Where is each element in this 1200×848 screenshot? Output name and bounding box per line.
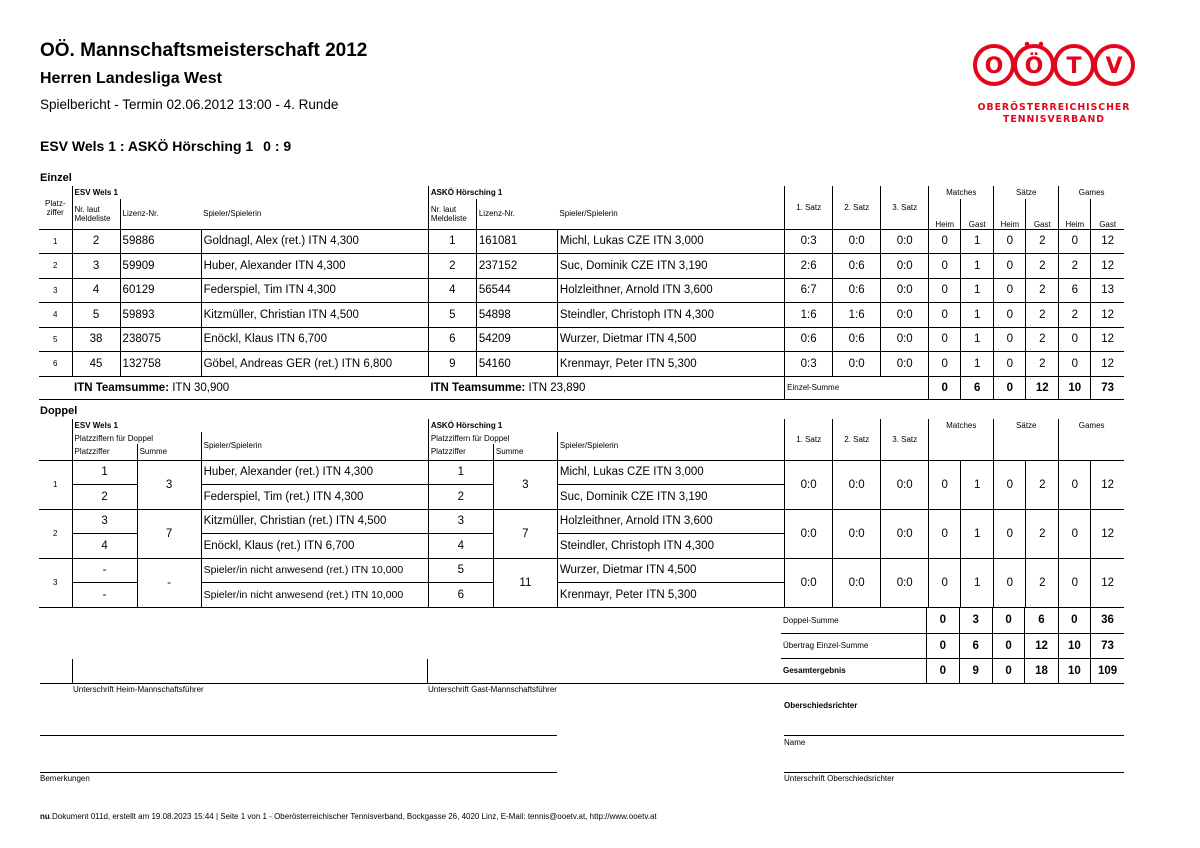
away-captain-signature-label: Unterschrift Gast-Mannschaftsführer xyxy=(428,685,557,694)
matches-gast: 1 xyxy=(961,303,994,328)
satz-2: 0:6 xyxy=(833,327,881,352)
col-gast: Gast xyxy=(1091,199,1124,229)
home-nr: 3 xyxy=(72,254,120,279)
away-player-1-platz: 1 xyxy=(428,460,493,485)
saetze-gast: 2 xyxy=(1026,460,1059,509)
satz-1: 0:6 xyxy=(785,327,833,352)
einzel-carry-sh: 0 xyxy=(992,633,1024,658)
home-player-1: Spieler/in nicht anwesend (ret.) ITN 10,000 xyxy=(201,558,428,583)
einzel-away-itn-sum: ITN Teamsumme: ITN 23,890 xyxy=(430,381,586,394)
doppel-summary-table xyxy=(781,608,1124,684)
saetze-heim: 0 xyxy=(994,558,1026,607)
col-spieler: Spieler/Spielerin xyxy=(557,432,784,460)
einzel-home-itn-sum: ITN Teamsumme: ITN 30,900 xyxy=(74,381,230,394)
home-summe: 3 xyxy=(137,460,201,509)
col-gast: Gast xyxy=(961,199,994,229)
einzel-sum-games-heim: 10 xyxy=(1059,376,1091,399)
satz-3: 0:0 xyxy=(881,229,929,254)
satz-2: 0:0 xyxy=(833,352,881,377)
home-player-1-platz: 1 xyxy=(72,460,137,485)
away-player-1: Wurzer, Dietmar ITN 4,500 xyxy=(557,558,784,583)
einzel-home-team: ESV Wels 1 xyxy=(72,186,428,199)
satz-3: 0:0 xyxy=(881,352,929,377)
platzziffer: 3 xyxy=(53,578,58,587)
matches-heim: 0 xyxy=(929,278,961,303)
platzziffer: 5 xyxy=(53,334,58,344)
satz-2: 0:0 xyxy=(833,509,881,558)
total-result-sg: 18 xyxy=(1025,658,1058,683)
away-player: Steindler, Christoph ITN 4,300 xyxy=(557,303,784,328)
satz-1: 0:0 xyxy=(785,558,833,607)
total-result-mh: 0 xyxy=(927,658,959,683)
doppel-section-title: Doppel xyxy=(40,405,78,417)
home-player-1-platz: 3 xyxy=(72,509,137,534)
platzziffer: 2 xyxy=(53,529,58,538)
saetze-gast: 2 xyxy=(1026,352,1059,377)
einzel-sum-saetze-heim: 0 xyxy=(994,376,1026,399)
einzel-sum-matches-heim: 0 xyxy=(929,376,961,399)
home-nr: 5 xyxy=(72,303,120,328)
col-satz-3: 3. Satz xyxy=(881,186,929,229)
satz-2: 0:0 xyxy=(833,558,881,607)
einzel-carry-gh: 10 xyxy=(1058,633,1090,658)
footer-text: .Dokument 011d, erstellt am 19.08.2023 15:44 | Seite 1 von 1 - Oberösterreichischer Tennisverband, Bockgasse 26, 4020 Linz, E-Mail: tennis@ooetv.at, http://www.ooetv.at xyxy=(49,812,657,821)
home-player: Goldnagl, Alex (ret.) ITN 4,300 xyxy=(201,229,428,254)
matches-gast: 1 xyxy=(961,558,994,607)
einzel-sum-saetze-gast: 12 xyxy=(1026,376,1059,399)
total-result-gh: 10 xyxy=(1058,658,1090,683)
home-nr: 45 xyxy=(72,352,120,377)
home-nr: 38 xyxy=(72,327,120,352)
away-player: Michl, Lukas CZE ITN 3,000 xyxy=(557,229,784,254)
einzel-sum-matches-gast: 6 xyxy=(961,376,994,399)
remarks-label: Bemerkungen xyxy=(40,774,90,783)
away-nr: 5 xyxy=(428,303,476,328)
away-nr: 6 xyxy=(428,327,476,352)
away-player-2-platz: 2 xyxy=(428,485,493,510)
home-player: Huber, Alexander ITN 4,300 xyxy=(201,254,428,279)
satz-2: 0:0 xyxy=(833,460,881,509)
away-player-2: Krenmayr, Peter ITN 5,300 xyxy=(557,583,784,608)
home-player-1-platz: - xyxy=(72,558,137,583)
games-heim: 2 xyxy=(1059,303,1091,328)
einzel-row xyxy=(39,352,1124,377)
satz-1: 1:6 xyxy=(785,303,833,328)
svg-text:OBERÖSTERREICHISCHER: OBERÖSTERREICHISCHER xyxy=(977,102,1131,113)
einzel-row xyxy=(39,303,1124,328)
satz-1: 0:3 xyxy=(785,229,833,254)
col-saetze: Sätze xyxy=(994,186,1059,199)
matches-gast: 1 xyxy=(961,327,994,352)
doppel-sum-gh: 0 xyxy=(1058,608,1090,633)
total-result-sh: 0 xyxy=(992,658,1024,683)
home-player: Kitzmüller, Christian ITN 4,500 xyxy=(201,303,428,328)
doppel-sum-label: Doppel-Summe xyxy=(783,615,839,625)
einzel-table xyxy=(39,186,1124,400)
total-result-label: Gesamtergebnis xyxy=(783,666,846,675)
col-satz-2: 2. Satz xyxy=(833,419,881,460)
total-result-gg: 109 xyxy=(1091,658,1124,683)
matches-heim: 0 xyxy=(929,460,961,509)
games-gast: 12 xyxy=(1091,229,1124,254)
svg-text:Ö: Ö xyxy=(1024,54,1044,79)
home-nr: 2 xyxy=(72,229,120,254)
einzel-carry-label: Übertrag Einzel-Summe xyxy=(783,641,869,650)
matches-gast: 1 xyxy=(961,229,994,254)
signature-divider xyxy=(427,659,428,683)
saetze-heim: 0 xyxy=(994,303,1026,328)
referee-name-label: Name xyxy=(784,738,806,747)
matches-heim: 0 xyxy=(929,352,961,377)
home-player-2-platz: - xyxy=(72,583,137,608)
home-lizenz: 59909 xyxy=(120,254,201,279)
svg-text:T: T xyxy=(1066,54,1082,79)
games-gast: 12 xyxy=(1091,558,1124,607)
away-summe: 7 xyxy=(493,509,557,558)
total-result-mg: 9 xyxy=(959,658,992,683)
home-player-2: Federspiel, Tim (ret.) ITN 4,300 xyxy=(201,485,428,510)
ooetv-logo-graphic xyxy=(970,40,1135,130)
match-teams: ESV Wels 1 : ASKÖ Hörsching 1 xyxy=(40,138,254,154)
footer xyxy=(40,812,657,821)
home-lizenz: 59893 xyxy=(120,303,201,328)
games-gast: 12 xyxy=(1091,327,1124,352)
away-nr: 4 xyxy=(428,278,476,303)
svg-text:O: O xyxy=(984,54,1004,79)
home-player-2: Enöckl, Klaus (ret.) ITN 6,700 xyxy=(201,534,428,559)
einzel-row xyxy=(39,229,1124,254)
einzel-carry-mg: 6 xyxy=(959,633,992,658)
einzel-carry-mh: 0 xyxy=(927,633,959,658)
satz-2: 0:6 xyxy=(833,254,881,279)
away-nr: 2 xyxy=(428,254,476,279)
matches-gast: 1 xyxy=(961,509,994,558)
platzziffer: 2 xyxy=(53,261,58,271)
col-heim: Heim xyxy=(994,199,1026,229)
footer-prefix: nu xyxy=(40,812,50,821)
satz-3: 0:0 xyxy=(881,460,929,509)
matches-heim: 0 xyxy=(929,558,961,607)
doppel-sum-sg: 6 xyxy=(1025,608,1058,633)
col-games: Games xyxy=(1059,186,1124,199)
satz-3: 0:0 xyxy=(881,327,929,352)
doppel-sum-mh: 0 xyxy=(927,608,959,633)
satz-1: 0:0 xyxy=(785,509,833,558)
remarks-line xyxy=(40,735,557,736)
league-name: Herren Landesliga West xyxy=(40,70,222,87)
col-lizenz: Lizenz-Nr. xyxy=(120,199,201,229)
col-lizenz: Lizenz-Nr. xyxy=(476,199,557,229)
col-heim: Heim xyxy=(1059,199,1091,229)
saetze-heim: 0 xyxy=(994,229,1026,254)
col-nr: Nr. laut Meldeliste xyxy=(72,199,120,229)
col-nr: Nr. laut Meldeliste xyxy=(428,199,476,229)
saetze-heim: 0 xyxy=(994,327,1026,352)
col-platzziffer: Platzziffer xyxy=(72,444,137,460)
away-player: Holzleithner, Arnold ITN 3,600 xyxy=(557,278,784,303)
svg-text:V: V xyxy=(1105,54,1123,79)
einzel-sum-label: Einzel-Summe xyxy=(785,376,929,399)
matches-gast: 1 xyxy=(961,352,994,377)
matches-heim: 0 xyxy=(929,509,961,558)
saetze-gast: 2 xyxy=(1026,509,1059,558)
einzel-carry-row xyxy=(781,633,1124,658)
away-player-1-platz: 3 xyxy=(428,509,493,534)
away-lizenz: 237152 xyxy=(476,254,557,279)
games-heim: 0 xyxy=(1059,352,1091,377)
col-heim: Heim xyxy=(929,199,961,229)
away-summe: 11 xyxy=(493,558,557,607)
ooetv-logo xyxy=(970,40,1135,130)
home-player: Göbel, Andreas GER (ret.) ITN 6,800 xyxy=(201,352,428,377)
col-saetze: Sätze xyxy=(994,419,1059,432)
einzel-away-team: ASKÖ Hörsching 1 xyxy=(428,186,784,199)
away-summe: 3 xyxy=(493,460,557,509)
matches-heim: 0 xyxy=(929,229,961,254)
col-summe: Summe xyxy=(493,444,557,460)
games-gast: 12 xyxy=(1091,460,1124,509)
col-satz-1: 1. Satz xyxy=(785,186,833,229)
einzel-section-title: Einzel xyxy=(40,172,72,184)
home-nr: 4 xyxy=(72,278,120,303)
away-nr: 1 xyxy=(428,229,476,254)
matches-gast: 1 xyxy=(961,278,994,303)
matches-gast: 1 xyxy=(961,254,994,279)
match-info: Spielbericht - Termin 02.06.2012 13:00 - 4. Runde xyxy=(40,97,339,112)
platzziffer: 6 xyxy=(53,359,58,369)
games-heim: 0 xyxy=(1059,460,1091,509)
games-gast: 12 xyxy=(1091,303,1124,328)
referee-title: Oberschiedsrichter xyxy=(784,701,858,710)
saetze-heim: 0 xyxy=(994,352,1026,377)
away-lizenz: 56544 xyxy=(476,278,557,303)
satz-3: 0:0 xyxy=(881,509,929,558)
home-lizenz: 59886 xyxy=(120,229,201,254)
satz-2: 1:6 xyxy=(833,303,881,328)
einzel-row xyxy=(39,327,1124,352)
doppel-row xyxy=(39,460,1124,485)
referee-signature-label: Unterschrift Oberschiedsrichter xyxy=(784,774,895,783)
platzziffer: 1 xyxy=(53,236,58,246)
satz-3: 0:0 xyxy=(881,278,929,303)
saetze-gast: 2 xyxy=(1026,278,1059,303)
home-player-2: Spieler/in nicht anwesend (ret.) ITN 10,000 xyxy=(201,583,428,608)
matches-heim: 0 xyxy=(929,254,961,279)
svg-text:TENNISVERBAND: TENNISVERBAND xyxy=(1003,114,1105,125)
games-heim: 0 xyxy=(1059,229,1091,254)
doppel-home-team: ESV Wels 1 xyxy=(72,419,428,432)
satz-3: 0:0 xyxy=(881,303,929,328)
away-lizenz: 54209 xyxy=(476,327,557,352)
einzel-row xyxy=(39,254,1124,279)
satz-1: 6:7 xyxy=(785,278,833,303)
saetze-gast: 2 xyxy=(1026,229,1059,254)
doppel-sum-sh: 0 xyxy=(992,608,1024,633)
games-gast: 13 xyxy=(1091,278,1124,303)
match-score: 0 : 9 xyxy=(263,138,292,154)
referee-signature-line xyxy=(784,772,1124,773)
games-gast: 12 xyxy=(1091,254,1124,279)
satz-3: 0:0 xyxy=(881,558,929,607)
col-matches: Matches xyxy=(929,419,994,432)
col-platzziffern-doppel: Platzziffern für Doppel xyxy=(72,432,201,444)
saetze-gast: 2 xyxy=(1026,254,1059,279)
einzel-carry-gg: 73 xyxy=(1091,633,1124,658)
away-player-2: Steindler, Christoph ITN 4,300 xyxy=(557,534,784,559)
col-platzziffern-doppel: Platzziffern für Doppel xyxy=(428,432,557,444)
col-spieler: Spieler/Spielerin xyxy=(201,432,428,460)
saetze-heim: 0 xyxy=(994,460,1026,509)
saetze-heim: 0 xyxy=(994,509,1026,558)
home-lizenz: 238075 xyxy=(120,327,201,352)
away-player-1-platz: 5 xyxy=(428,558,493,583)
satz-1: 2:6 xyxy=(785,254,833,279)
platzziffer: 1 xyxy=(53,480,58,489)
home-player: Enöckl, Klaus ITN 6,700 xyxy=(201,327,428,352)
home-player-2-platz: 2 xyxy=(72,485,137,510)
games-gast: 12 xyxy=(1091,509,1124,558)
col-satz-1: 1. Satz xyxy=(785,419,833,460)
satz-1: 0:0 xyxy=(785,460,833,509)
platzziffer: 4 xyxy=(53,310,58,320)
home-summe: - xyxy=(137,558,201,607)
matches-heim: 0 xyxy=(929,303,961,328)
signature-divider xyxy=(72,659,73,683)
games-heim: 0 xyxy=(1059,558,1091,607)
col-platzziffer: Platzziffer xyxy=(428,444,493,460)
home-player-1: Kitzmüller, Christian (ret.) ITN 4,500 xyxy=(201,509,428,534)
col-gast: Gast xyxy=(1026,199,1059,229)
platzziffer: 3 xyxy=(53,285,58,295)
home-lizenz: 132758 xyxy=(120,352,201,377)
home-player-1: Huber, Alexander (ret.) ITN 4,300 xyxy=(201,460,428,485)
away-nr: 9 xyxy=(428,352,476,377)
away-lizenz: 161081 xyxy=(476,229,557,254)
doppel-table xyxy=(39,419,1124,608)
doppel-sum-row xyxy=(781,608,1124,633)
away-player-2-platz: 6 xyxy=(428,583,493,608)
home-lizenz: 60129 xyxy=(120,278,201,303)
doppel-sum-gg: 36 xyxy=(1091,608,1124,633)
away-player-2-platz: 4 xyxy=(428,534,493,559)
away-player-1: Holzleithner, Arnold ITN 3,600 xyxy=(557,509,784,534)
away-lizenz: 54160 xyxy=(476,352,557,377)
satz-1: 0:3 xyxy=(785,352,833,377)
match-result xyxy=(40,138,291,154)
col-matches: Matches xyxy=(929,186,994,199)
satz-2: 0:0 xyxy=(833,229,881,254)
games-gast: 12 xyxy=(1091,352,1124,377)
saetze-gast: 2 xyxy=(1026,558,1059,607)
saetze-heim: 0 xyxy=(994,254,1026,279)
total-result-row xyxy=(781,658,1124,683)
col-satz-3: 3. Satz xyxy=(881,419,929,460)
col-games: Games xyxy=(1059,419,1124,432)
saetze-gast: 2 xyxy=(1026,303,1059,328)
doppel-sum-mg: 3 xyxy=(959,608,992,633)
einzel-carry-sg: 12 xyxy=(1025,633,1058,658)
doppel-row xyxy=(39,558,1124,583)
col-satz-2: 2. Satz xyxy=(833,186,881,229)
remarks-line xyxy=(40,772,557,773)
home-summe: 7 xyxy=(137,509,201,558)
einzel-row xyxy=(39,278,1124,303)
away-player: Krenmayr, Peter ITN 5,300 xyxy=(557,352,784,377)
doppel-away-team: ASKÖ Hörsching 1 xyxy=(428,419,784,432)
col-spieler: Spieler/Spielerin xyxy=(203,209,262,219)
satz-3: 0:0 xyxy=(881,254,929,279)
games-heim: 2 xyxy=(1059,254,1091,279)
matches-heim: 0 xyxy=(929,327,961,352)
col-summe: Summe xyxy=(137,444,201,460)
games-heim: 0 xyxy=(1059,509,1091,558)
einzel-sum-games-gast: 73 xyxy=(1091,376,1124,399)
away-lizenz: 54898 xyxy=(476,303,557,328)
col-spieler: Spieler/Spielerin xyxy=(559,209,618,219)
signature-line xyxy=(40,683,781,684)
page-title: OÖ. Mannschaftsmeisterschaft 2012 xyxy=(40,40,368,61)
doppel-row xyxy=(39,509,1124,534)
games-heim: 6 xyxy=(1059,278,1091,303)
games-heim: 0 xyxy=(1059,327,1091,352)
home-player: Federspiel, Tim ITN 4,300 xyxy=(201,278,428,303)
away-player: Suc, Dominik CZE ITN 3,190 xyxy=(557,254,784,279)
referee-name-line xyxy=(784,735,1124,736)
col-platzziffer: Platz-ziffer xyxy=(45,199,66,218)
away-player-1: Michl, Lukas CZE ITN 3,000 xyxy=(557,460,784,485)
satz-2: 0:6 xyxy=(833,278,881,303)
home-captain-signature-label: Unterschrift Heim-Mannschaftsführer xyxy=(73,685,204,694)
away-player-2: Suc, Dominik CZE ITN 3,190 xyxy=(557,485,784,510)
saetze-heim: 0 xyxy=(994,278,1026,303)
home-player-2-platz: 4 xyxy=(72,534,137,559)
saetze-gast: 2 xyxy=(1026,327,1059,352)
away-player: Wurzer, Dietmar ITN 4,500 xyxy=(557,327,784,352)
matches-gast: 1 xyxy=(961,460,994,509)
